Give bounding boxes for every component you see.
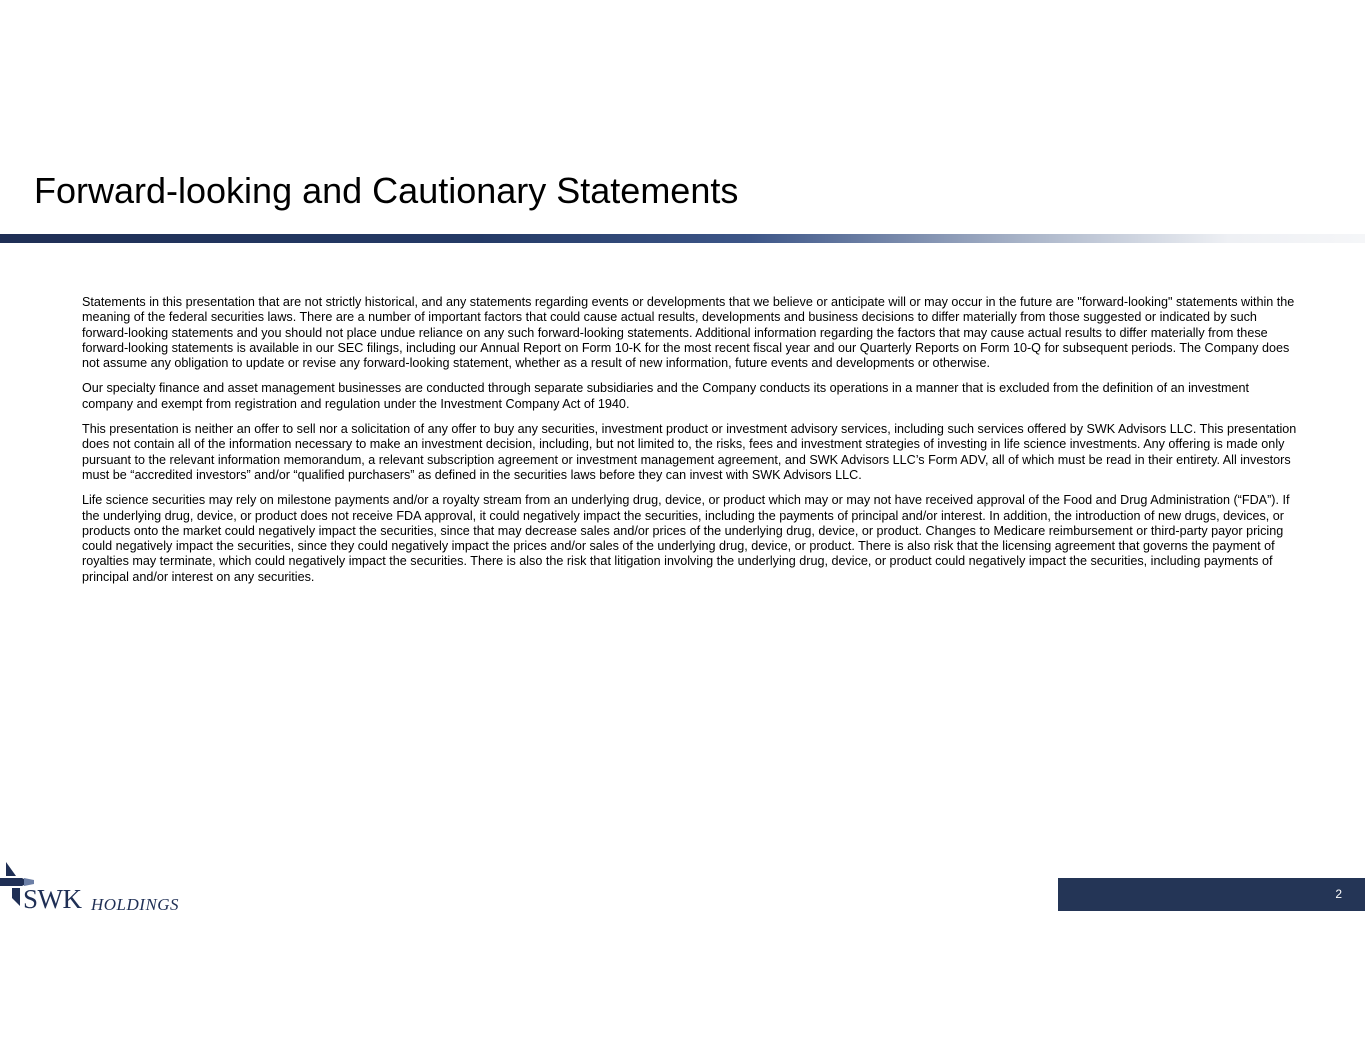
page-number: 2 <box>1335 887 1342 901</box>
disclaimer-body <box>82 295 1300 595</box>
logo-text-swk: SWK <box>23 884 82 914</box>
slide-title: Forward-looking and Cautionary Statements <box>34 170 739 211</box>
title-divider <box>0 234 1365 243</box>
paragraph-life-science-risk: Life science securities may rely on milestone payments and/or a royalty stream from an underlying drug, device, or product which may or may not have received approval of the Food and Drug Administration (“FDA”). If the underlying drug, device, or product does not receive FDA approval, it could negatively impact the securities, including the payments of principal and/or interest. In addition, the introduction of new drugs, devices, or products onto the market could negatively impact the securities, since that may decrease sales and/or prices of the underlying drug, device, or product. Changes to Medicare reimbursement or third-party payor pricing could negatively impact the securities, since they could negatively impact the prices and/or sales of the underlying drug, device, or product. There is also risk that the licensing agreement that governs the payment of royalties may terminate, which could negatively impact the securities. There is also the risk that litigation involving the underlying drug, device, or product could negatively impact the securities, including payments of principal and/or interest on any securities. <box>82 493 1290 584</box>
company-logo <box>0 858 200 918</box>
logo-text-holdings: HOLDINGS <box>91 895 180 914</box>
paragraph-forward-looking: Statements in this presentation that are not strictly historical, and any statements regarding events or developments that we believe or anticipate will or may occur in the future are "forward-looking" statements within the meaning of the federal securities laws. There are a number of important factors that could cause actual results, developments and business decisions to differ materially from those suggested or indicated by such forward-looking statements and you should not place undue reliance on any such forward-looking statements. Additional information regarding the factors that may cause actual results to differ materially from these forward-looking statements is available in our SEC filings, including our Annual Report on Form 10-K for the most recent fiscal year and our Quarterly Reports on Form 10-Q for subsequent periods. The Company does not assume any obligation to update or revise any forward-looking statement, whether as a result of new information, future events and developments or otherwise. <box>82 295 1295 371</box>
page-number-bar <box>1058 878 1365 911</box>
paragraph-no-offer: This presentation is neither an offer to sell nor a solicitation of any offer to buy any securities, investment product or investment advisory services, including such services offered by SWK Advisors LLC. This presentation does not contain all of the information necessary to make an investment decision, including, but not limited to, the risks, fees and investment strategies of investing in life science investments. Any offering is made only pursuant to the relevant information memorandum, a relevant subscription agreement or investment management agreement, and SWK Advisors LLC’s Form ADV, all of which must be read in their entirety. All investors must be “accredited investors” and/or “qualified purchasers” as defined in the securities laws before they can invest with SWK Advisors LLC. <box>82 422 1297 482</box>
paragraph-investment-company: Our specialty finance and asset management businesses are conducted through separate subsidiaries and the Company conducts its operations in a manner that is excluded from the definition of an investment company and exempt from registration and regulation under the Investment Company Act of 1940. <box>82 381 1250 411</box>
